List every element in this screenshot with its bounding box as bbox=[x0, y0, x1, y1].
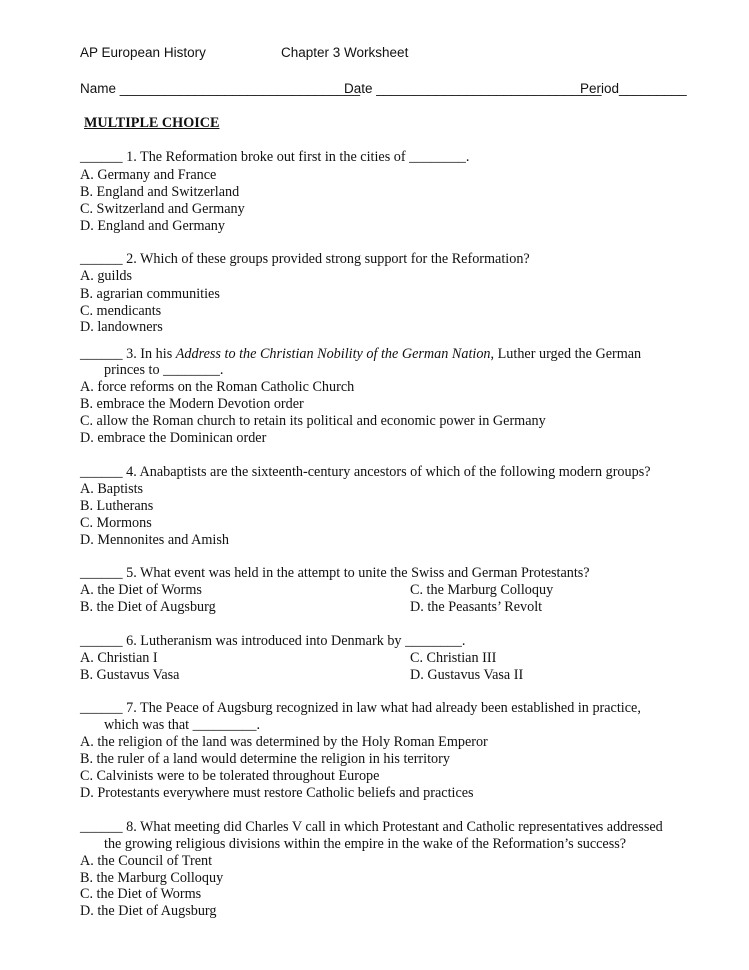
answer-option: C. Switzerland and Germany bbox=[80, 201, 245, 217]
book-title: Address to the Christian Nobility of the German Nation bbox=[175, 346, 491, 362]
answer-option: A. guilds bbox=[80, 268, 133, 284]
answer-option: D. Protestants everywhere must restore Catholic beliefs and practices bbox=[80, 785, 474, 801]
question-stem: ______ 4. Anabaptists are the sixteenth-century ancestors of which of the following modern groups? bbox=[80, 464, 651, 480]
question-stem-start: ______ 3. In his bbox=[80, 346, 176, 362]
answer-option: D. the Diet of Augsburg bbox=[80, 903, 217, 919]
answer-option: B. agrarian communities bbox=[80, 286, 220, 302]
answer-option: D. the Peasants’ Revolt bbox=[410, 599, 543, 615]
answer-option: C. allow the Roman church to retain its political and economic power in Germany bbox=[80, 413, 546, 429]
answer-option: D. Gustavus Vasa II bbox=[410, 667, 524, 683]
answer-option: D. embrace the Dominican order bbox=[80, 430, 267, 446]
answer-option: C. the Marburg Colloquy bbox=[410, 582, 554, 598]
answer-option: A. Germany and France bbox=[80, 167, 217, 183]
question-stem: ______ 1. The Reformation broke out first in the cities of ________. bbox=[80, 149, 470, 165]
answer-option: A. the Council of Trent bbox=[80, 853, 213, 869]
answer-option: B. embrace the Modern Devotion order bbox=[80, 396, 304, 412]
answer-option: C. Mormons bbox=[80, 515, 152, 531]
date-field: Date ______________________________ bbox=[344, 81, 602, 96]
answer-option: C. mendicants bbox=[80, 303, 162, 319]
answer-option: B. the ruler of a land would determine the religion in his territory bbox=[80, 751, 450, 767]
question-stem: ______ 8. What meeting did Charles V call in which Protestant and Catholic representatives addressed bbox=[80, 819, 663, 835]
question-stem-continuation: the growing religious divisions within the empire in the wake of the Reformation’s success? bbox=[104, 836, 627, 852]
answer-option: B. the Marburg Colloquy bbox=[80, 870, 224, 886]
answer-option: A. Christian I bbox=[80, 650, 158, 666]
question-stem: ______ 7. The Peace of Augsburg recognized in law what had already been established in practice, bbox=[80, 700, 641, 716]
question-stem: ______ 6. Lutheranism was introduced into Denmark by ________. bbox=[80, 633, 466, 649]
name-field: Name ________________________________ bbox=[80, 81, 361, 96]
question-stem-continuation: which was that _________. bbox=[104, 717, 261, 733]
answer-option: A. Baptists bbox=[80, 481, 144, 497]
answer-option: B. the Diet of Augsburg bbox=[80, 599, 216, 615]
answer-option: B. England and Switzerland bbox=[80, 184, 240, 200]
answer-option: B. Gustavus Vasa bbox=[80, 667, 180, 683]
answer-option: C. Christian III bbox=[410, 650, 497, 666]
answer-option: D. England and Germany bbox=[80, 218, 225, 234]
answer-option: A. the religion of the land was determined by the Holy Roman Emperor bbox=[80, 734, 488, 750]
answer-option: C. the Diet of Worms bbox=[80, 886, 202, 902]
question-stem: ______ 2. Which of these groups provided strong support for the Reformation? bbox=[80, 251, 530, 267]
question-stem-end: , Luther urged the German bbox=[490, 346, 642, 362]
answer-option: D. landowners bbox=[80, 319, 163, 335]
question-stem bbox=[80, 346, 641, 363]
question-stem: ______ 5. What event was held in the attempt to unite the Swiss and German Protestants? bbox=[80, 565, 590, 581]
worksheet-title: Chapter 3 Worksheet bbox=[281, 45, 409, 60]
answer-option: C. Calvinists were to be tolerated throughout Europe bbox=[80, 768, 380, 784]
section-title: MULTIPLE CHOICE bbox=[84, 115, 220, 131]
answer-option: A. force reforms on the Roman Catholic Church bbox=[80, 379, 355, 395]
question-stem-continuation: princes to ________. bbox=[104, 362, 224, 378]
answer-option: A. the Diet of Worms bbox=[80, 582, 202, 598]
period-field: Period_________ bbox=[580, 81, 687, 96]
course-title: AP European History bbox=[80, 45, 206, 60]
answer-option: B. Lutherans bbox=[80, 498, 154, 514]
answer-option: D. Mennonites and Amish bbox=[80, 532, 229, 548]
